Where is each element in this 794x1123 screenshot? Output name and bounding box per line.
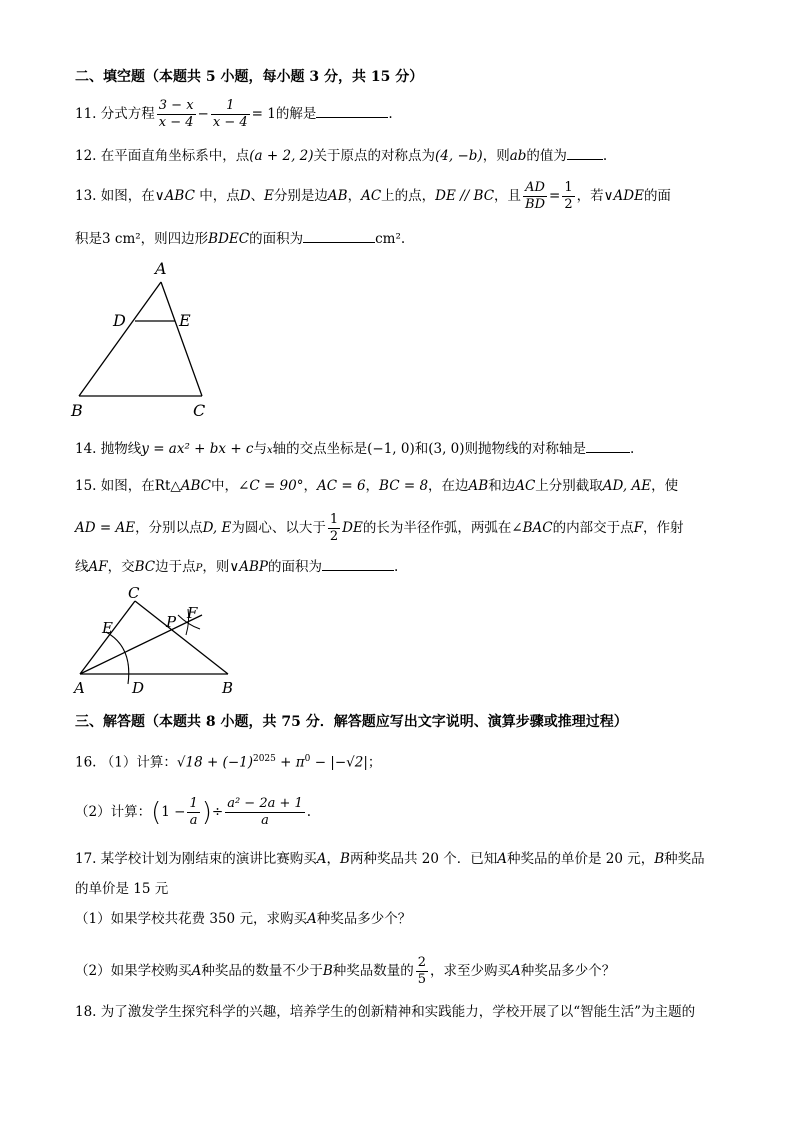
question-15-line-3: 线AF，交BC边于点P，则∨ABP的面积为 . — [75, 556, 398, 578]
fraction: $\frac{2}{5}$ — [417, 955, 427, 987]
answer-blank — [316, 103, 388, 118]
question-18: 18. 为了激发学生探究科学的兴趣，培养学生的创新精神和实践能力，学校开展了以“智能生活”为主题的 — [75, 1004, 696, 1020]
question-14: 14. 抛物线y = ax² + bx + c与x轴的交点坐标是(−1, 0)和(3, 0)则抛物线的对称轴是 . — [75, 438, 634, 460]
fraction: $\frac{1}{x - 4}$ — [212, 98, 248, 130]
question-11: 11. 分式方程 $\frac{3 - x}{x - 4}$ − $\frac{1}{x - 4}$ = 1的解是 . — [75, 98, 393, 130]
side-ab — [79, 282, 161, 396]
answer-blank — [567, 145, 603, 160]
label-a: A — [155, 259, 167, 278]
label-b: B — [222, 679, 234, 697]
question-17: 17. 某学校计划为刚结束的演讲比赛购买A，B两种奖品共 20 个．已知A种奖品的单价是 20 元，B种奖品 — [75, 851, 705, 867]
label-e: E — [102, 619, 113, 637]
label-d: D — [113, 311, 126, 330]
section-3-header: 三、解答题（本题共 8 小题，共 75 分．解答题应写出文字说明、演算步骤或推理过程） — [75, 714, 628, 730]
question-12: 12. 在平面直角坐标系中，点(a + 2, 2)关于原点的对称点为(4, −b)，则ab的值为 . — [75, 145, 607, 165]
fraction: $\frac{1}{a}$ — [189, 796, 198, 828]
fraction: $\frac{\text{a² − 2a + 1}}{a}$ — [227, 796, 303, 828]
section-2-header: 二、填空题（本题共 5 小题，每小题 3 分，共 15 分） — [75, 69, 424, 85]
question-13: 13. 如图，在∨ABC 中，点D、E分别是边AB，AC上的点，DE // BC，且 $\frac{AD}{BD}$ = $\frac{1}{2}$ ，若∨ADE的面 — [75, 180, 671, 212]
question-17-part-2: （2）如果学校购买A种奖品的数量不少于B种奖品数量的 $\frac{2}{5}$ ，求至少购买A种奖品多少个？ — [75, 955, 616, 987]
question-15: 15. 如图，在Rt△ABC中，∠C = 90°，AC = 6，BC = 8，在边AB和边AC上分别截取AD, AE，使 — [75, 478, 679, 494]
label-c: C — [193, 401, 206, 418]
question-17-part-1: （1）如果学校共花费 350 元，求购买A种奖品多少个？ — [75, 911, 412, 927]
label-a: A — [74, 679, 85, 697]
triangle-figure-q13 — [65, 258, 225, 418]
ray-af — [80, 615, 202, 674]
fraction: $\frac{AD}{BD}$ — [525, 180, 546, 212]
label-b: B — [71, 401, 83, 418]
fraction: $\frac{1}{2}$ — [564, 180, 573, 212]
question-13-line-2: 积是3 cm²，则四边形BDEC的面积为 cm². — [75, 228, 405, 248]
question-15-line-2: AD = AE，分别以点D, E为圆心、以大于 $\frac{1}{2}$ DE的长为半径作弧，两弧在∠BAC的内部交于点F，作射 — [75, 512, 684, 544]
side-ac — [161, 282, 202, 396]
side-ac — [80, 601, 135, 674]
label-c: C — [128, 585, 140, 602]
label-d: D — [132, 679, 145, 697]
label-f: F — [187, 604, 198, 622]
fraction: $\frac{3 - x}{x - 4}$ — [158, 98, 194, 130]
answer-blank — [303, 228, 375, 243]
label-p: P — [166, 613, 177, 631]
question-16-part-2: （2）计算：(1 − $\frac{1}{a}$ )÷ $\frac{\text{a² − 2a + 1}}{a}$ . — [75, 796, 312, 828]
arc-centered-a — [106, 632, 129, 684]
question-16-part-1: 16. （1）计算：$√18 + (-1)^{2025} + \pi^0 - |-√2|$； — [75, 754, 382, 771]
triangle-figure-q15 — [70, 585, 250, 700]
answer-blank — [586, 438, 630, 453]
fraction: $\frac{1}{2}$ — [329, 512, 339, 544]
answer-blank — [322, 556, 394, 571]
side-bc — [135, 601, 228, 674]
question-17-line-2: 的单价是 15 元 — [75, 881, 169, 897]
label-e: E — [179, 311, 191, 330]
